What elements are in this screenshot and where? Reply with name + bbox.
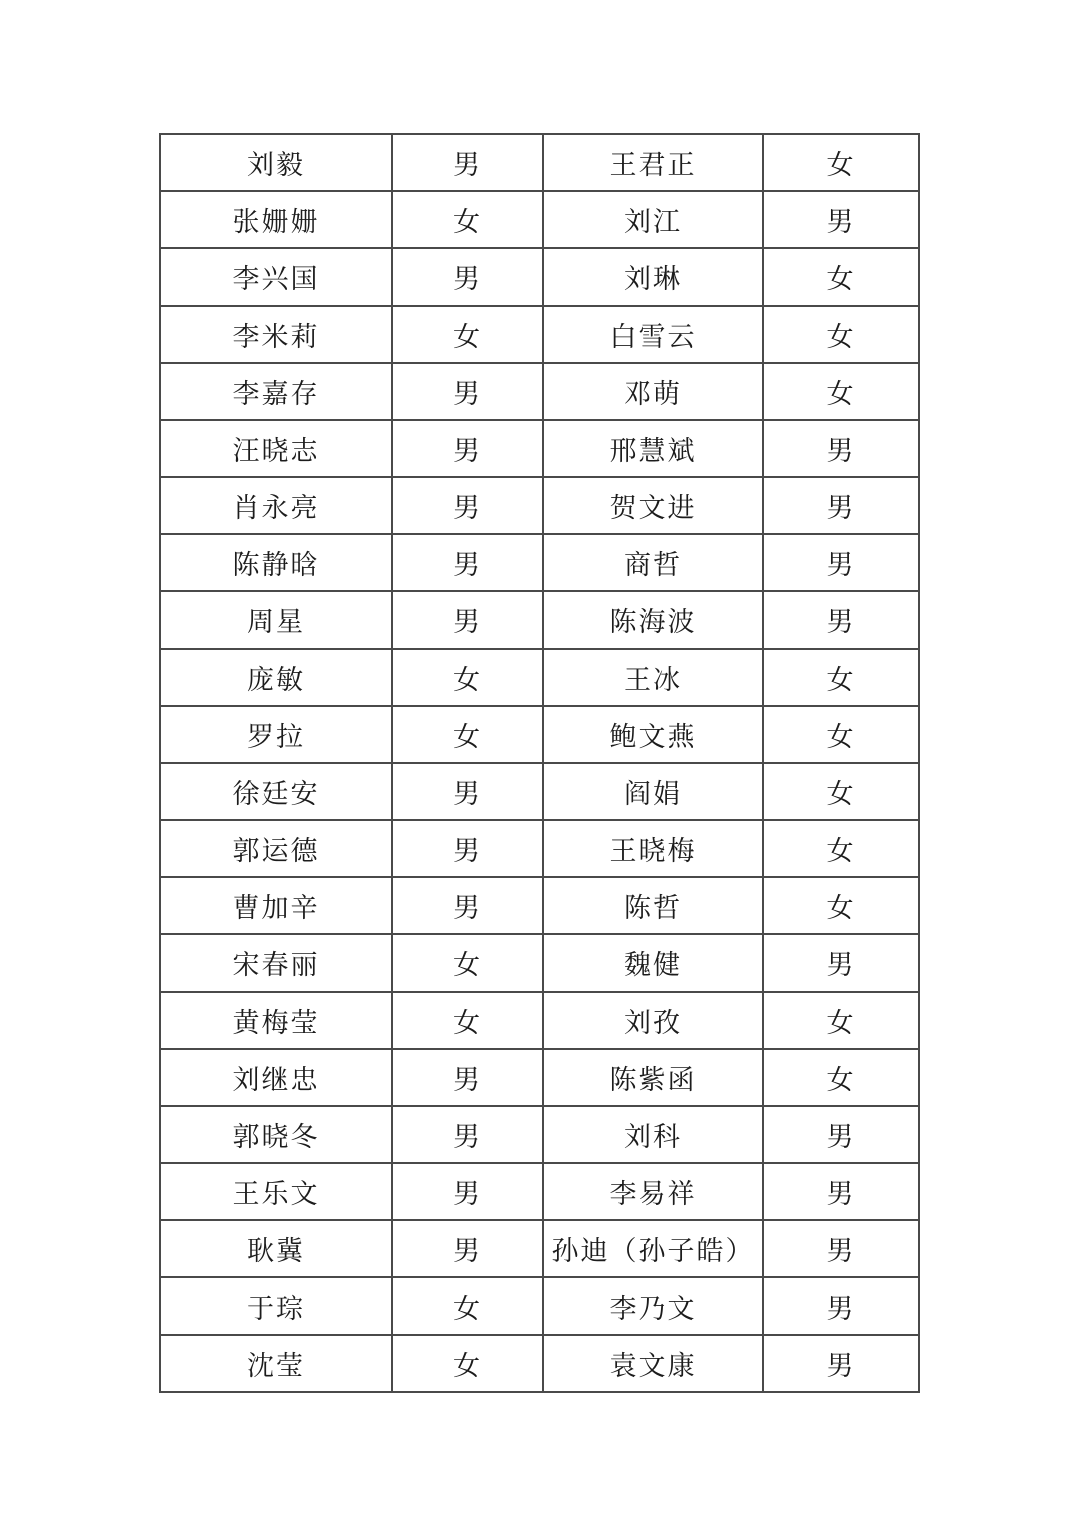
gender-cell: 女 — [392, 1277, 543, 1334]
name-cell: 李乃文 — [543, 1277, 763, 1334]
name-cell: 于琮 — [160, 1277, 392, 1334]
table-row — [160, 363, 919, 420]
gender-cell: 女 — [392, 649, 543, 706]
name-cell: 刘孜 — [543, 992, 763, 1049]
gender-cell: 男 — [392, 591, 543, 648]
name-cell: 刘毅 — [160, 134, 392, 191]
gender-cell: 男 — [763, 1106, 919, 1163]
gender-cell: 女 — [763, 992, 919, 1049]
name-cell: 李米莉 — [160, 306, 392, 363]
name-cell: 刘继忠 — [160, 1049, 392, 1106]
gender-cell: 女 — [763, 820, 919, 877]
table-row — [160, 649, 919, 706]
name-cell: 王乐文 — [160, 1163, 392, 1220]
name-cell: 袁文康 — [543, 1335, 763, 1392]
gender-cell: 男 — [392, 534, 543, 591]
table-row — [160, 420, 919, 477]
name-cell: 陈海波 — [543, 591, 763, 648]
gender-cell: 男 — [763, 934, 919, 991]
gender-cell: 女 — [392, 1335, 543, 1392]
name-cell: 沈莹 — [160, 1335, 392, 1392]
gender-cell: 男 — [392, 1163, 543, 1220]
gender-cell: 女 — [392, 992, 543, 1049]
gender-cell: 男 — [392, 477, 543, 534]
name-cell: 汪晓志 — [160, 420, 392, 477]
name-cell: 王晓梅 — [543, 820, 763, 877]
table-row — [160, 1335, 919, 1392]
name-cell: 刘江 — [543, 191, 763, 248]
gender-cell: 女 — [763, 763, 919, 820]
table-row — [160, 591, 919, 648]
name-cell: 孙迪（孙子皓） — [543, 1220, 763, 1277]
table-row — [160, 477, 919, 534]
name-cell: 邢慧斌 — [543, 420, 763, 477]
gender-cell: 男 — [392, 820, 543, 877]
name-cell: 郭运德 — [160, 820, 392, 877]
gender-cell: 女 — [763, 363, 919, 420]
gender-cell: 男 — [392, 763, 543, 820]
name-cell: 罗拉 — [160, 706, 392, 763]
table-row — [160, 534, 919, 591]
name-cell: 徐廷安 — [160, 763, 392, 820]
table-row — [160, 1220, 919, 1277]
table-row — [160, 820, 919, 877]
gender-cell: 男 — [763, 591, 919, 648]
name-cell: 黄梅莹 — [160, 992, 392, 1049]
table-row — [160, 248, 919, 305]
table-row — [160, 992, 919, 1049]
gender-cell: 男 — [392, 363, 543, 420]
gender-cell: 女 — [763, 1049, 919, 1106]
table-row — [160, 706, 919, 763]
table-row — [160, 134, 919, 191]
table-row — [160, 1106, 919, 1163]
gender-cell: 男 — [763, 477, 919, 534]
name-cell: 陈紫函 — [543, 1049, 763, 1106]
name-cell: 郭晓冬 — [160, 1106, 392, 1163]
gender-cell: 女 — [763, 134, 919, 191]
name-cell: 庞敏 — [160, 649, 392, 706]
gender-cell: 女 — [392, 306, 543, 363]
table-row — [160, 877, 919, 934]
name-gender-roster — [159, 133, 918, 1393]
gender-cell: 男 — [763, 1277, 919, 1334]
gender-cell: 女 — [763, 706, 919, 763]
gender-cell: 男 — [392, 420, 543, 477]
name-cell: 刘科 — [543, 1106, 763, 1163]
name-cell: 李嘉存 — [160, 363, 392, 420]
table-row — [160, 306, 919, 363]
name-cell: 贺文进 — [543, 477, 763, 534]
gender-cell: 女 — [763, 649, 919, 706]
name-cell: 刘琳 — [543, 248, 763, 305]
table-row — [160, 763, 919, 820]
gender-cell: 男 — [763, 534, 919, 591]
gender-cell: 男 — [392, 248, 543, 305]
name-cell: 商哲 — [543, 534, 763, 591]
gender-cell: 男 — [392, 1106, 543, 1163]
gender-cell: 女 — [392, 706, 543, 763]
name-cell: 魏健 — [543, 934, 763, 991]
name-cell: 王冰 — [543, 649, 763, 706]
name-cell: 肖永亮 — [160, 477, 392, 534]
gender-cell: 男 — [763, 1220, 919, 1277]
name-cell: 陈静晗 — [160, 534, 392, 591]
name-cell: 陈哲 — [543, 877, 763, 934]
name-cell: 张姗姗 — [160, 191, 392, 248]
gender-cell: 男 — [392, 134, 543, 191]
name-cell: 鲍文燕 — [543, 706, 763, 763]
gender-cell: 男 — [763, 1335, 919, 1392]
name-cell: 耿冀 — [160, 1220, 392, 1277]
table-row — [160, 934, 919, 991]
gender-cell: 男 — [392, 1220, 543, 1277]
table-row — [160, 191, 919, 248]
gender-cell: 男 — [392, 877, 543, 934]
gender-cell: 女 — [763, 306, 919, 363]
table-row — [160, 1163, 919, 1220]
gender-cell: 男 — [763, 1163, 919, 1220]
name-cell: 李易祥 — [543, 1163, 763, 1220]
name-cell: 阎娟 — [543, 763, 763, 820]
roster-table-body — [160, 134, 919, 1392]
roster-table — [159, 133, 920, 1393]
table-row — [160, 1049, 919, 1106]
name-cell: 白雪云 — [543, 306, 763, 363]
gender-cell: 男 — [763, 191, 919, 248]
table-row — [160, 1277, 919, 1334]
name-cell: 王君正 — [543, 134, 763, 191]
gender-cell: 女 — [763, 877, 919, 934]
name-cell: 李兴国 — [160, 248, 392, 305]
name-cell: 周星 — [160, 591, 392, 648]
gender-cell: 女 — [392, 934, 543, 991]
name-cell: 曹加辛 — [160, 877, 392, 934]
name-cell: 宋春丽 — [160, 934, 392, 991]
name-cell: 邓萌 — [543, 363, 763, 420]
gender-cell: 女 — [392, 191, 543, 248]
gender-cell: 男 — [763, 420, 919, 477]
gender-cell: 男 — [392, 1049, 543, 1106]
gender-cell: 女 — [763, 248, 919, 305]
